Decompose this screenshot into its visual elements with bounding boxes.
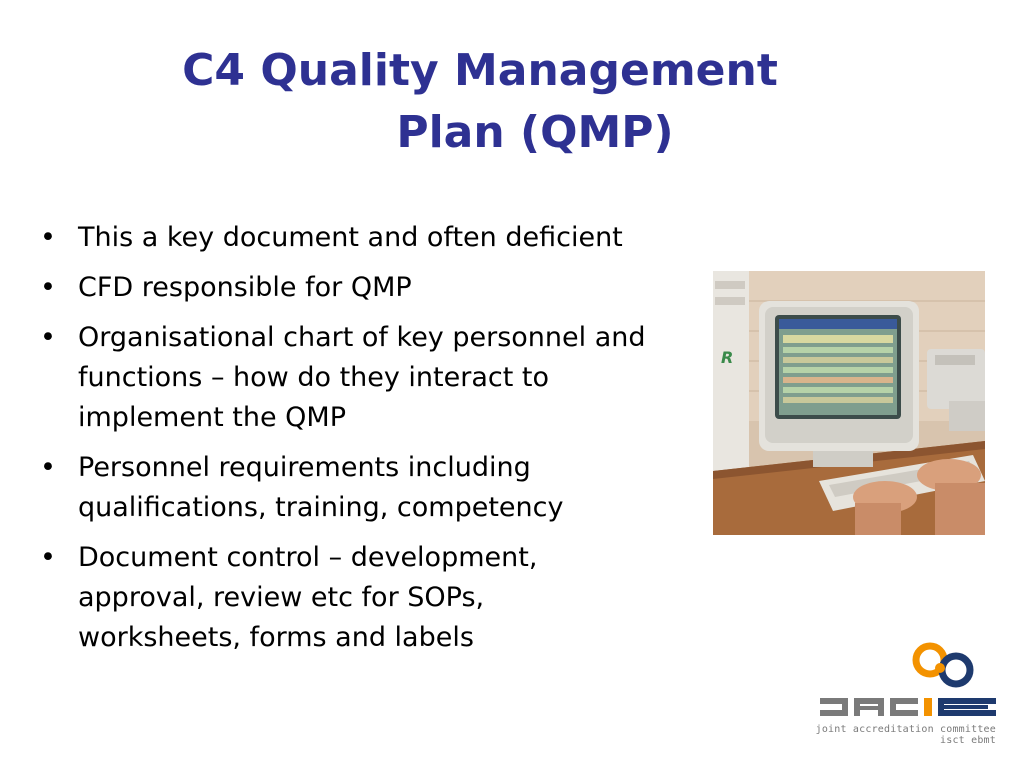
bullet-text-line: approval, review etc for SOPs, [78,582,485,613]
slide-title-line-2: Plan (QMP) [396,107,674,158]
bullet-text-line: qualifications, training, competency [78,492,564,523]
bullet-text-line: Organisational chart of key personnel and [78,322,646,353]
bullet-marker: • [40,222,56,253]
bullet-item [40,268,720,308]
bullet-text-line: functions – how do they interact to [78,362,550,393]
jacie-logo-mark [816,640,1000,722]
slide-title-line-1: C4 Quality Management [182,45,778,96]
bullet-marker: • [40,542,56,573]
bullet-text-line: worksheets, forms and labels [78,622,474,653]
jacie-logo [816,640,1000,750]
bullet-item [40,218,720,258]
logo-caption-line-1: joint accreditation committee [815,724,996,735]
bullet-text-line: Personnel requirements including [78,452,531,483]
computer-photo-illustration [713,271,985,535]
bullet-list [40,218,720,668]
bullet-marker: • [40,272,56,303]
slide-title [120,40,840,164]
screen-mark: R [721,348,734,367]
bullet-item [40,318,720,438]
bullet-text-line: CFD responsible for QMP [78,272,412,303]
logo-caption-line-2: isct ebmt [940,735,996,746]
bullet-text-line: implement the QMP [78,402,346,433]
bullet-text-line: This a key document and often deficient [78,222,623,253]
bullet-item [40,538,720,658]
bullet-item [40,448,720,528]
bullet-text-line: Document control – development, [78,542,538,573]
computer-workstation-photo [713,271,985,535]
bullet-marker: • [40,322,56,353]
bullet-marker: • [40,452,56,483]
